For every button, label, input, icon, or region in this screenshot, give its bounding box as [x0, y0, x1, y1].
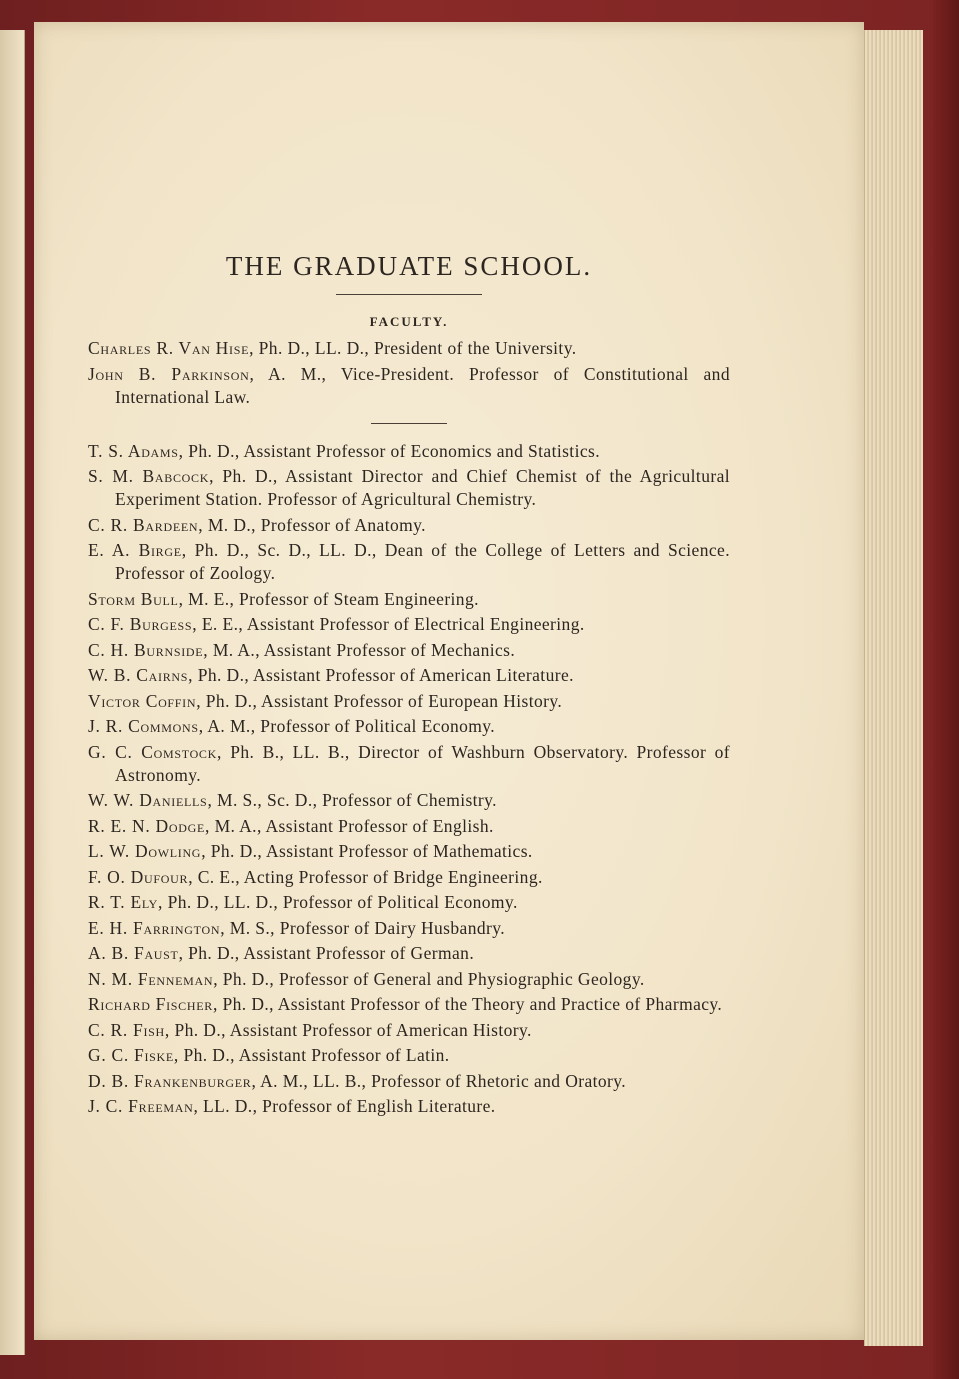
faculty-entry — [88, 942, 730, 965]
faculty-entry — [88, 789, 730, 812]
faculty-text: , Ph. D., LL. D., Professor of Political Economy. — [158, 892, 518, 912]
faculty-name: N. M. Fenneman — [88, 968, 214, 989]
officer-entry — [88, 363, 730, 409]
faculty-text: , M. E., Professor of Steam Engineering. — [178, 588, 479, 609]
faculty-entry — [88, 690, 730, 713]
faculty-name: E. H. Farrington — [88, 917, 221, 938]
faculty-name: G. C. Fiske — [88, 1045, 174, 1065]
faculty-text: , M. A., Assistant Professor of English. — [205, 815, 494, 836]
faculty-text: , Ph. D., Assistant Professor of European History. — [196, 690, 563, 711]
faculty-entry — [88, 840, 730, 863]
faculty-entry — [88, 1044, 730, 1067]
page-block-edges — [864, 30, 923, 1346]
officer-entry — [88, 337, 730, 360]
faculty-name: A. B. Faust — [88, 943, 179, 963]
faculty-text: , Ph. D., Professor of General and Physiographic Geology. — [213, 968, 645, 989]
faculty-text: , C. E., Acting Professor of Bridge Engineering. — [188, 866, 543, 887]
faculty-name: C. H. Burnside — [88, 639, 204, 660]
faculty-text: , Ph. D., Assistant Professor of Mathematics. — [201, 841, 533, 861]
faculty-entry — [88, 639, 730, 662]
faculty-entry — [88, 440, 730, 463]
faculty-entry — [88, 815, 730, 838]
faculty-name: L. W. Dowling — [88, 841, 202, 861]
faculty-entry — [88, 1095, 730, 1118]
faculty-name: Richard Fischer — [88, 994, 213, 1014]
faculty-text: , LL. D., Professor of English Literature. — [193, 1096, 496, 1116]
section-rule — [371, 423, 447, 424]
faculty-entry — [88, 1070, 730, 1093]
faculty-text: , M. A., Assistant Professor of Mechanics. — [203, 639, 516, 660]
officer-text: , A. M., Vice-President. Professor of Constitutional and International Law. — [115, 363, 730, 407]
faculty-name: Victor Coffin — [88, 690, 197, 711]
faculty-text: , Ph. D., Sc. D., LL. D., Dean of the College of Letters and Science. Professor of Zoology. — [115, 540, 730, 583]
faculty-name: Storm Bull — [88, 588, 179, 609]
page-title: THE GRADUATE SCHOOL. — [225, 251, 593, 281]
faculty-name: R. E. N. Dodge — [88, 815, 206, 836]
faculty-text: , Ph. D., Assistant Professor of American History. — [164, 1019, 532, 1040]
faculty-entry — [88, 866, 730, 889]
faculty-name: G. C. Comstock — [88, 741, 218, 762]
faculty-entry — [88, 588, 730, 611]
faculty-text: , Ph. D., Assistant Professor of American Literature. — [188, 665, 574, 685]
section-heading: FACULTY. — [369, 314, 449, 329]
faculty-entry — [88, 613, 730, 636]
faculty-name: R. T. Ely — [88, 892, 159, 912]
faculty-entry — [88, 664, 730, 687]
faculty-name: J. C. Freeman — [88, 1096, 194, 1116]
faculty-entry — [88, 1019, 730, 1042]
officer-text: , Ph. D., LL. D., President of the University. — [249, 338, 577, 358]
faculty-entry — [88, 968, 730, 991]
page-content — [88, 250, 730, 1121]
faculty-text: , M. S., Professor of Dairy Husbandry. — [220, 917, 506, 938]
faculty-name: W. B. Cairns — [88, 665, 189, 685]
title-rule — [336, 294, 482, 295]
faculty-text: , Ph. D., Assistant Professor of the Theory and Practice of Pharmacy. — [212, 994, 723, 1014]
faculty-entry — [88, 465, 730, 511]
faculty-text: , Ph. D., Assistant Professor of Economics and Statistics. — [178, 440, 600, 461]
faculty-name: E. A. Birge — [88, 540, 182, 560]
previous-page-edge — [0, 30, 25, 1355]
faculty-entry — [88, 514, 730, 537]
faculty-text: , A. M., LL. B., Professor of Rhetoric and Oratory. — [251, 1070, 627, 1091]
faculty-entry — [88, 917, 730, 940]
faculty-entry — [88, 993, 730, 1016]
faculty-name: J. R. Commons — [88, 716, 199, 736]
faculty-text: , Ph. D., Assistant Professor of German. — [178, 943, 475, 963]
faculty-entry — [88, 715, 730, 738]
faculty-entry — [88, 891, 730, 914]
faculty-entry — [88, 539, 730, 585]
faculty-text: , E. E., Assistant Professor of Electrical Engineering. — [192, 614, 585, 634]
faculty-text: , A. M., Professor of Political Economy. — [198, 716, 496, 736]
faculty-text: , M. D., Professor of Anatomy. — [198, 514, 426, 535]
officer-name: John B. Parkinson — [88, 363, 250, 384]
faculty-name: C. R. Fish — [88, 1019, 165, 1040]
cover-edge — [933, 0, 959, 1379]
faculty-name: W. W. Daniells — [88, 790, 208, 810]
faculty-name: C. F. Burgess — [88, 614, 193, 634]
faculty-text: , M. S., Sc. D., Professor of Chemistry. — [207, 790, 497, 810]
faculty-name: S. M. Babcock — [88, 466, 210, 486]
faculty-text: , Ph. D., Assistant Director and Chief Chemist of the Agricultural Experiment Station. Professor of Agricultural Chemistry. — [115, 466, 731, 509]
faculty-name: D. B. Frankenburger — [88, 1070, 252, 1091]
faculty-name: C. R. Bardeen — [88, 514, 199, 535]
officer-list — [88, 337, 730, 409]
faculty-name: F. O. Dufour — [88, 866, 189, 887]
faculty-text: , Ph. B., LL. B., Director of Washburn Observatory. Professor of Astronomy. — [115, 741, 731, 785]
faculty-entry — [88, 741, 730, 787]
officer-name: Charles R. Van Hise — [88, 338, 250, 358]
faculty-list — [88, 440, 730, 1119]
faculty-text: , Ph. D., Assistant Professor of Latin. — [173, 1045, 450, 1065]
faculty-name: T. S. Adams — [88, 440, 179, 461]
